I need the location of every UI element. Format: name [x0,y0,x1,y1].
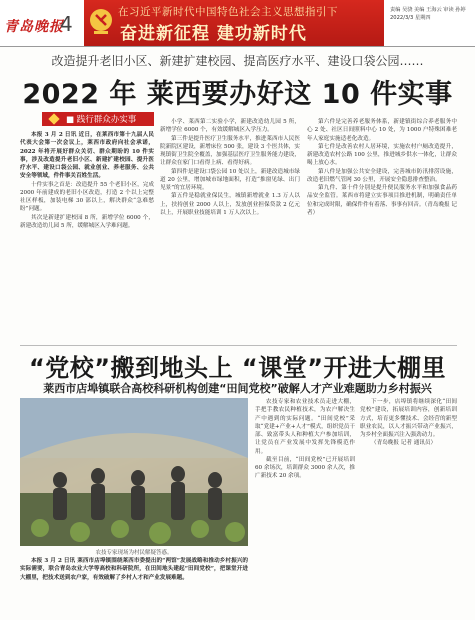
story1-paragraph: 第九件、第十件分别是提升便民服务水平和加强食品药品安全监管。莱西市将建立实事项目推进机制，明确责任单位和完成时限，确保件件有着落、事事有回音。（青岛晚报 记者） [307,185,457,216]
page-number: 4 [60,12,73,36]
banner-slogan-main: 奋进新征程 建功新时代 [120,24,307,44]
editor-line: 责编 吴骁 美编 王海云 审读 孙婷 [390,7,466,13]
story2-column-3 [360,398,457,618]
news-photo [20,398,248,546]
story1-paragraph: 第七件是改善农村人居环境，实施农村户厕改造提升，新建改造农村公路 100 公里，推进城乡供水一体化，让群众喝上放心水。 [307,143,457,167]
story1-column-1 [20,131,154,341]
header-divider [0,46,475,47]
story1-paragraph: 第五件是稳就业保民生，城镇新增就业 1.3 万人以上，扶持创业 2000 人以上，发放创业担保贷款 2 亿元以上，开展职业技能培训 1 万人次以上。 [160,193,300,216]
story1-paragraph: 十件实事之首是：改造提升 55 个老旧小区，完成 2000 年前建成的老旧小区改造，打造 2 个以上完整社区样板，加装电梯 30 部以上，解决群众“急难愁盼”问题。 [20,181,154,213]
story2-paragraph: 下一步，店埠镇将继续深化“田间党校”建设，拓展培训内容，创新培训方式，培育更多懂技术、会经营的新型职业农民，以人才振兴带动产业振兴，为乡村全面振兴注入强劲动力。 [360,399,457,438]
photo-caption: 农技专家现场为村民解疑答惑。 [95,550,173,556]
story2-column-1 [20,557,248,617]
story1-paragraph: 第八件是加强公共安全建设，完善城市防汛排涝设施，改造老旧燃气管网 30 公里，开展安全隐患排查整治。 [307,168,457,183]
story-divider [20,345,457,346]
story2-paragraph: （青岛晚报 记者 通讯员） [371,440,437,447]
newspaper-name: 青岛晚报 [4,19,64,35]
banner-slogan-top: 在习近平新时代中国特色社会主义思想指引下 [118,6,338,18]
story1-kicker: 改造提升老旧小区、新建扩建校园、提高医疗水平、建设口袋公园…… [51,54,424,68]
story2-headline: “党校”搬到地头上 “课堂”开进大棚里 [29,354,446,382]
greenhouse-photo-illustration [20,398,248,546]
story1-paragraph: 第四件是建设口袋公园 10 处以上，新建改造城市绿道 20 公里，增加城市绿地面积，打造“推窗见绿、出门见景”的宜居环境。 [160,168,300,191]
section-label: ■ 践行群众办实事 [66,115,137,125]
story1-paragraph: 第六件是完善养老服务体系，新建镇街综合养老服务中心 2 处、社区日间照料中心 10 处，为 1000 户特殊困难老年人家庭实施适老化改造。 [307,119,457,142]
story2-subhead: 莱西市店埠镇联合高校科研机构创建“田间党校”破解人才产业难题助力乡村振兴 [43,382,432,395]
editor-info [390,6,466,22]
story2-paragraph: 本报 3 月 2 日讯 莱西市店埠镇围绕莱西市委提出的“两馆”发展战略和推动乡村振兴的实际需要，联合青岛农业大学等高校和科研院所，在田间地头建起“田间党校”，把课堂开进大棚里，把技术送到农户家，有效破解了乡村人才和产业发展难题。 [20,558,248,581]
story2-column-2 [255,398,355,618]
story2-paragraph: 农技专家和农业技术员走进大棚，手把手教农民种植技术，为农户解决生产中遇到的实际问题。“田间党校”采取“党建+产业+人才”模式，组织党员干部、致富带头人和种植大户参加培训，让党员在产业发展中发挥先锋模范作用。 [255,399,355,455]
story1-paragraph: 其次是新建扩建校园 8 所，新增学位 6000 个，新建改造幼儿园 5 所，缓解城区入学难问题。 [20,214,154,229]
story2-paragraph: 截至目前，“田间党校”已开展培训 60 余场次，培训群众 3000 余人次，推广新技术 20 余项。 [255,456,355,480]
story1-paragraph: 小学、莱西第二实验小学，新建改造幼儿园 5 所，新增学位 6000 个，有效缓解城区入学压力。 [160,119,300,134]
date-line: 2022/3/3 星期四 [390,15,431,21]
story1-paragraph: 本报 3 月 2 日讯 近日，在莱西市第十九届人民代表大会第一次会议上，莱西市政府向社会承诺，2022 年将开展好群众关切、群众期盼的 10 件实事，涉及改造提升老旧小区、新建扩建校园、提升医疗水平、建设口袋公园、就业创业、养老服务、公共安全等领域，件件事关百姓生活。 [20,132,154,180]
story1-headline: 2022 年 莱西要办好这 10 件实事 [22,79,453,110]
party-emblem-icon [88,6,114,36]
story1-column-3 [307,118,457,341]
story1-column-2 [160,118,300,341]
story1-paragraph: 第三件是提升医疗卫生服务水平，推进莱西市人民医院新院区建设，新增床位 500 张，建设 3 个医共体，实现镇街卫生院全覆盖，加强基层医疗卫生服务能力建设，让群众在家门口看得上病、看得好病。 [160,135,300,167]
